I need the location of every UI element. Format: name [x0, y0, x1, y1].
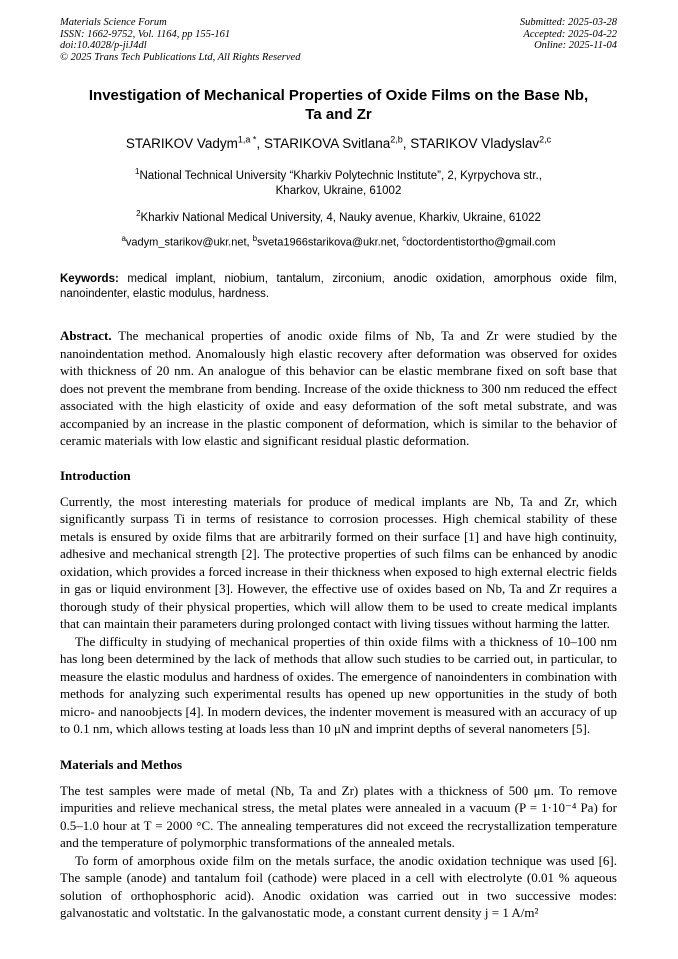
affiliation-1 [60, 164, 617, 200]
author-3 [410, 136, 551, 151]
author-2 [264, 136, 410, 151]
keywords-label: Keywords: [60, 273, 119, 286]
authors-line [60, 134, 617, 151]
journal-header [60, 17, 617, 63]
abstract-text: The mechanical properties of anodic oxide films of Nb, Ta and Zr were studied by the nanoindentation method. Anomalously high elastic recovery after deformation was observed for oxides with thickness of 20 nm. An analogue of this behavior can be elastic membrane fixed on soft base that does not prevent the membrane from bending. Increase of the oxide thickness to 300 nm reduced the effect associated with the high elasticity of oxide and easy deformation of the soft metal substrate, and was accompanied by an increase in the plastic component of deformation, which is similar to the behavior of ceramic materials with low elastic and significant residual plastic deformation. [60, 328, 617, 449]
paragraph: The test samples were made of metal (Nb, Ta and Zr) plates with a thickness of 500 μm. To remove impurities and relieve mechanical stress, the metal plates were annealed in a vacuum (P = 1·10⁻⁴ Pa) for 0.5–1.0 hour at T = 2000 °C. The annealing temperatures did not exceed the recrystallization temperature and the temperature of polymorphic transformations of the annealed metals. [60, 782, 617, 851]
paragraph: The difficulty in studying of mechanical properties of thin oxide films with a thickness of 10–100 nm has long been determined by the lack of methods that allow such studies to be carried out, in particular, to measure the elastic modulus and hardness of oxides. The emergence of nanoindenters in combination with methods for analyzing such experimental results has opened up new opportunities in the study of both micro- and nanoobjects [4]. In modern devices, the indenter movement is measured with an accuracy of up to 0.1 nm, which allows testing at loads less than 10 μN and imprint depths of several nanometers [5]. [60, 633, 617, 737]
author-3-superscript: 2,c [539, 134, 552, 144]
online-date: Online: 2025-11-04 [534, 40, 617, 51]
email-1: vadym_starikov@ukr.net, [125, 236, 253, 249]
author-2-name: STARIKOVA Svitlana [263, 135, 391, 151]
affiliation-1-marker: 1 [135, 166, 140, 176]
email-3: doctordentistortho@gmail.com [406, 236, 556, 249]
paper-title [60, 86, 617, 124]
paper-title-line-2: Ta and Zr [305, 106, 372, 123]
accepted-date: Accepted: 2025-04-22 [523, 28, 617, 40]
affiliation-2-line-1: Kharkiv National Medical University, 4, Nauky avenue, Kharkiv, Ukraine, 61022 [140, 212, 541, 225]
paper-title-line-1: Investigation of Mechanical Properties of Oxide Films on the Base Nb, [88, 87, 589, 104]
section-heading-materials-methods: Materials and Methos [60, 756, 183, 772]
paragraph: To form of amorphous oxide film on the metals surface, the anodic oxidation technique was used [6]. The sample (anode) and tantalum foil (cathode) were placed in a cell with electrolyte (0.01 % aqueous solution of orthophosphoric acid). Anodic oxidation was carried out in two successive modes: galvanostatic and voltstatic. In the galvanostatic mode, a constant current density j = 1 A/m² [60, 852, 617, 921]
author-3-name: STARIKOV Vladyslav [410, 135, 540, 151]
journal-issn: ISSN: 1662-9752, Vol. 1164, pp 155-161 [60, 28, 231, 40]
author-2-superscript: 2,b [390, 134, 403, 144]
author-separator: , [402, 135, 411, 151]
affiliation-2-marker: 2 [136, 209, 141, 219]
section-heading-introduction: Introduction [60, 467, 131, 483]
journal-copyright: © 2025 Trans Tech Publications Ltd, All Rights Reserved [60, 51, 301, 63]
abstract-label: Abstract. [60, 328, 112, 344]
paragraph: Currently, the most interesting materials for produce of medical implants are Nb, Ta and Zr, which significantly surpass Ti in terms of resistance to corrosion processes. High chemical stability of these metals is ensured by oxide films that are arbitrarily formed on their surface [1] and have high continuity, adhesive and mechanical strength [2]. The protective properties of such films can be enhanced by anodic oxidation, which provides a forced increase in their thickness when exposed to high external electric fields in gas or liquid environment [3]. However, the effective use of oxides based on Nb, Ta and Zr requires a thorough study of their physical properties, which will allow them to be used to create medical implants that can maintain their parameters during prolonged contact with living tissues without harming the latter. [60, 493, 617, 632]
author-1 [126, 136, 264, 151]
keywords-text: medical implant, niobium, tantalum, zirconium, anodic oxidation, amorphous oxide film, nanoindenter, elastic modulus, hardness. [60, 273, 617, 301]
journal-header-right [520, 17, 617, 63]
section-introduction [60, 468, 617, 738]
submitted-date: Submitted: 2025-03-28 [519, 17, 617, 28]
email-2: sveta1966starikova@ukr.net, [257, 236, 403, 249]
abstract [60, 327, 617, 450]
email-3-marker: c [402, 233, 407, 243]
section-materials-methods [60, 757, 617, 922]
affiliation-2 [60, 206, 617, 226]
affiliation-1-line-1: National Technical University “Kharkiv Polytechnic Institute”, 2, Kyrpychova str., [139, 169, 542, 182]
email-2-marker: b [252, 233, 258, 243]
author-emails [60, 234, 617, 249]
keywords [60, 272, 617, 302]
email-1-marker: a [121, 233, 126, 243]
author-separator: , [256, 135, 264, 151]
author-1-name: STARIKOV Vadym [125, 135, 238, 151]
author-1-superscript: 1,a * [237, 134, 257, 144]
journal-header-left [60, 17, 300, 63]
journal-doi: doi:10.4028/p-jiJ4dl [60, 40, 147, 51]
affiliation-1-line-2: Kharkov, Ukraine, 61002 [275, 184, 402, 197]
journal-name: Materials Science Forum [60, 17, 167, 28]
